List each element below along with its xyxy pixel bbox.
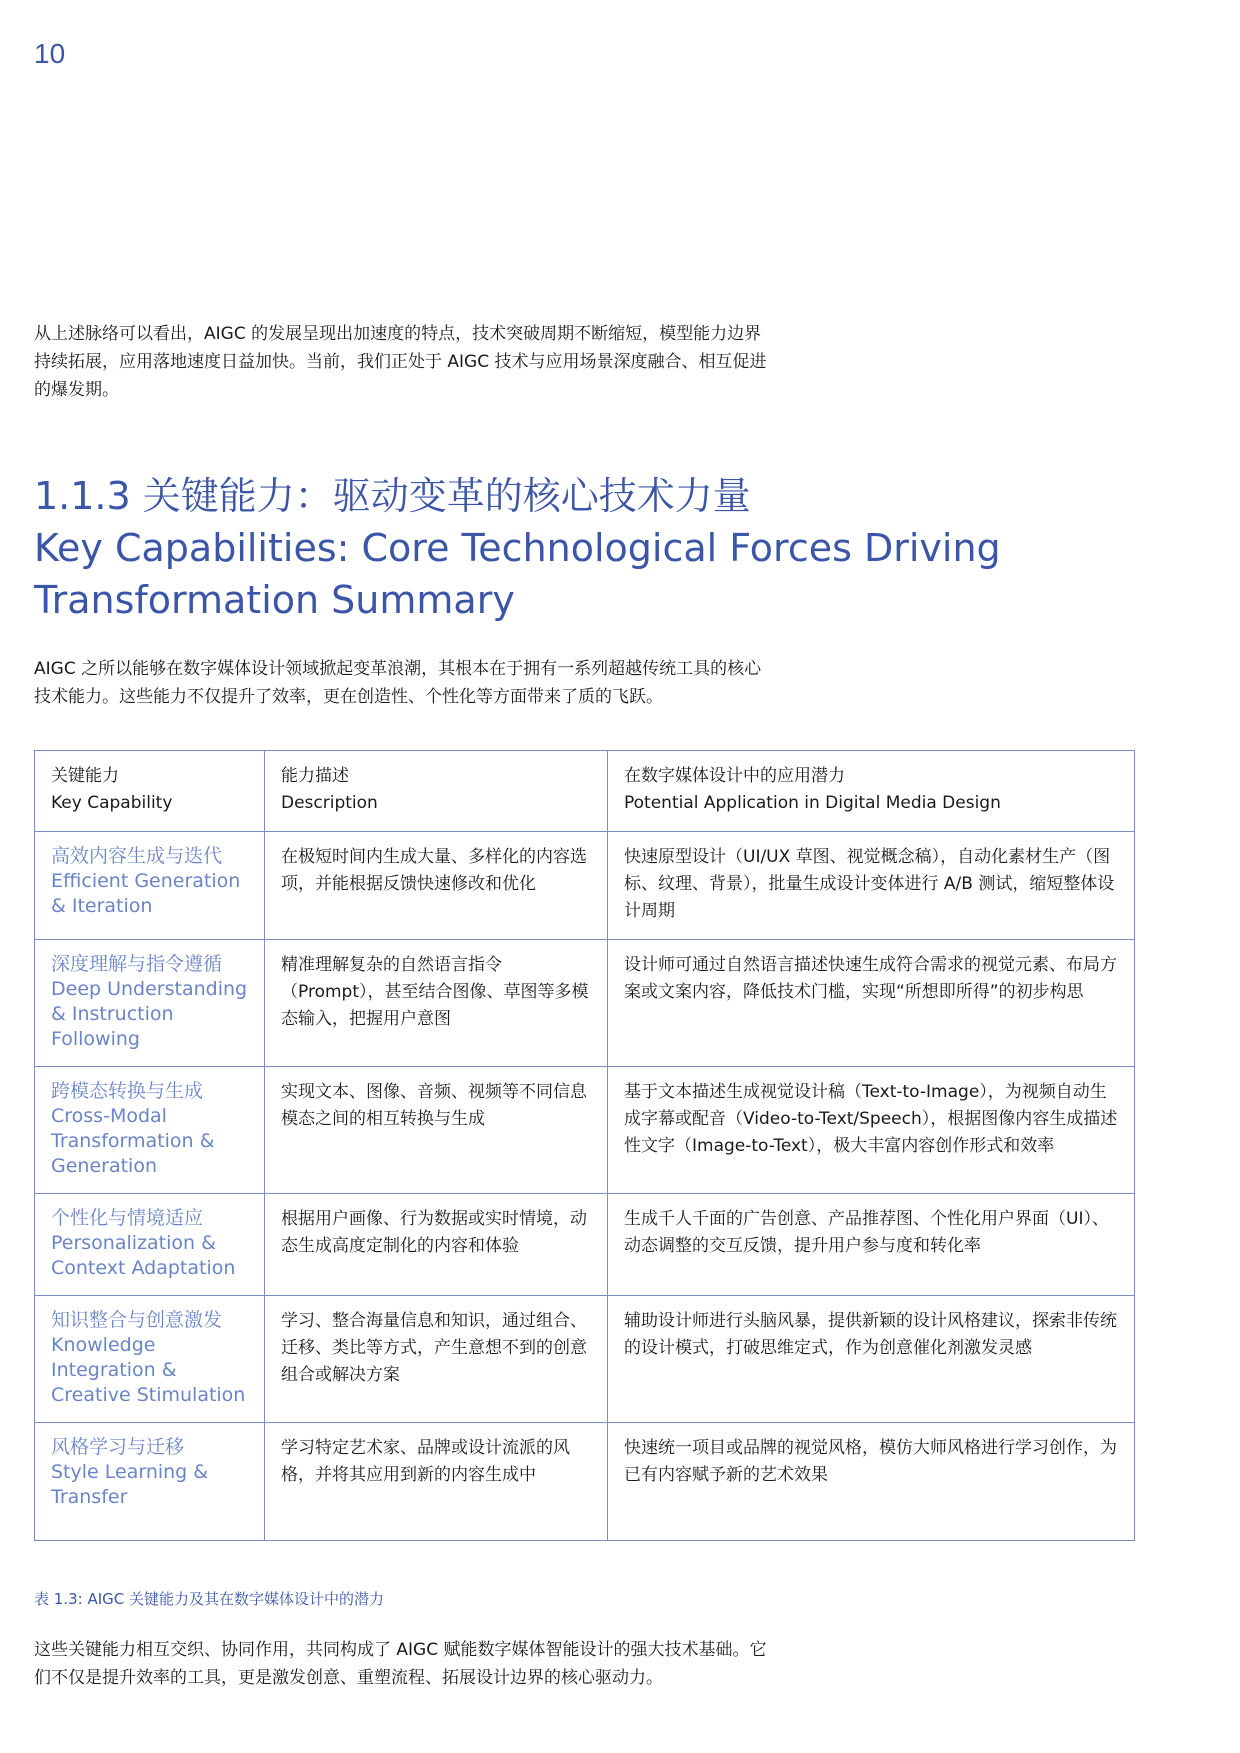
table-header-row — [35, 751, 1135, 832]
capability-en: Knowledge Integration & Creative Stimulation — [51, 1334, 246, 1406]
capability-zh: 个性化与情境适应 — [51, 1207, 204, 1229]
application-cell: 设计师可通过自然语言描述快速生成符合需求的视觉元素、布局方案或文案内容，降低技术门槛，实现“所想即所得”的初步构思 — [608, 940, 1135, 1067]
table-row — [35, 1194, 1135, 1296]
lead-paragraph: AIGC 之所以能够在数字媒体设计领域掀起变革浪潮，其根本在于拥有一系列超越传统工具的核心技术能力。这些能力不仅提升了效率，更在创造性、个性化等方面带来了质的飞跃。 — [34, 659, 762, 707]
capability-zh: 高效内容生成与迭代 — [51, 845, 223, 867]
capability-en: Style Learning & Transfer — [51, 1461, 209, 1508]
capability-cell — [35, 832, 265, 940]
description-cell: 在极短时间内生成大量、多样化的内容选项，并能根据反馈快速修改和优化 — [265, 832, 608, 940]
header-zh: 能力描述 — [281, 766, 349, 786]
capability-cell — [35, 1296, 265, 1423]
header-description — [265, 751, 608, 832]
table-row — [35, 1067, 1135, 1194]
capability-cell — [35, 1423, 265, 1541]
application-cell: 辅助设计师进行头脑风暴，提供新颖的设计风格建议，探索非传统的设计模式，打破思维定式，作为创意催化剂激发灵感 — [608, 1296, 1135, 1423]
intro-paragraph: 从上述脉络可以看出，AIGC 的发展呈现出加速度的特点，技术突破周期不断缩短，模型能力边界持续拓展，应用落地速度日益加快。当前，我们正处于 AIGC 技术与应用场景深度融合、相互促进的爆发期。 — [34, 324, 767, 400]
header-zh: 在数字媒体设计中的应用潜力 — [624, 766, 845, 786]
section-title-zh: 1.1.3 关键能力：驱动变革的核心技术力量 — [34, 474, 751, 518]
capability-cell — [35, 940, 265, 1067]
header-capability — [35, 751, 265, 832]
capability-en: Efficient Generation & Iteration — [51, 870, 241, 917]
description-cell: 学习特定艺术家、品牌或设计流派的风格，并将其应用到新的内容生成中 — [265, 1423, 608, 1541]
table-row — [35, 940, 1135, 1067]
header-en: Description — [281, 793, 378, 813]
capability-en: Deep Understanding & Instruction Following — [51, 978, 248, 1050]
description-cell: 精准理解复杂的自然语言指令（Prompt），甚至结合图像、草图等多模态输入，把握用户意图 — [265, 940, 608, 1067]
description-cell: 实现文本、图像、音频、视频等不同信息模态之间的相互转换与生成 — [265, 1067, 608, 1194]
header-en: Potential Application in Digital Media Design — [624, 793, 1001, 813]
capability-zh: 风格学习与迁移 — [51, 1436, 185, 1458]
description-cell: 学习、整合海量信息和知识，通过组合、迁移、类比等方式，产生意想不到的创意组合或解决方案 — [265, 1296, 608, 1423]
capability-zh: 深度理解与指令遵循 — [51, 953, 223, 975]
header-application — [608, 751, 1135, 832]
closing-paragraph: 这些关键能力相互交织、协同作用，共同构成了 AIGC 赋能数字媒体智能设计的强大技术基础。它们不仅是提升效率的工具，更是激发创意、重塑流程、拓展设计边界的核心驱动力。 — [34, 1640, 767, 1688]
table-caption: 表 1.3: AIGC 关键能力及其在数字媒体设计中的潜力 — [34, 1590, 384, 1608]
capability-en: Cross-Modal Transformation & Generation — [51, 1105, 215, 1177]
application-cell: 生成千人千面的广告创意、产品推荐图、个性化用户界面（UI）、动态调整的交互反馈，提升用户参与度和转化率 — [608, 1194, 1135, 1296]
header-en: Key Capability — [51, 793, 173, 813]
description-cell: 根据用户画像、行为数据或实时情境，动态生成高度定制化的内容和体验 — [265, 1194, 608, 1296]
capability-zh: 跨模态转换与生成 — [51, 1080, 204, 1102]
application-cell: 基于文本描述生成视觉设计稿（Text-to-Image），为视频自动生成字幕或配音（Video-to-Text/Speech），根据图像内容生成描述性文字（Image-to-Text），极大丰富内容创作形式和效率 — [608, 1067, 1135, 1194]
table-row — [35, 1423, 1135, 1541]
header-zh: 关键能力 — [51, 766, 119, 786]
capability-en: Personalization & Context Adaptation — [51, 1232, 236, 1279]
capability-cell — [35, 1194, 265, 1296]
capabilities-table — [34, 750, 1135, 1541]
section-title — [34, 470, 1034, 626]
table-row — [35, 832, 1135, 940]
application-cell: 快速原型设计（UI/UX 草图、视觉概念稿），自动化素材生产（图标、纹理、背景），批量生成设计变体进行 A/B 测试，缩短整体设计周期 — [608, 832, 1135, 940]
section-title-en: Key Capabilities: Core Technological Forces Driving Transformation Summary — [34, 526, 1001, 622]
application-cell: 快速统一项目或品牌的视觉风格，模仿大师风格进行学习创作，为已有内容赋予新的艺术效果 — [608, 1423, 1135, 1541]
page-number: 10 — [34, 38, 66, 69]
table-row — [35, 1296, 1135, 1423]
capability-cell — [35, 1067, 265, 1194]
capability-zh: 知识整合与创意激发 — [51, 1309, 223, 1331]
